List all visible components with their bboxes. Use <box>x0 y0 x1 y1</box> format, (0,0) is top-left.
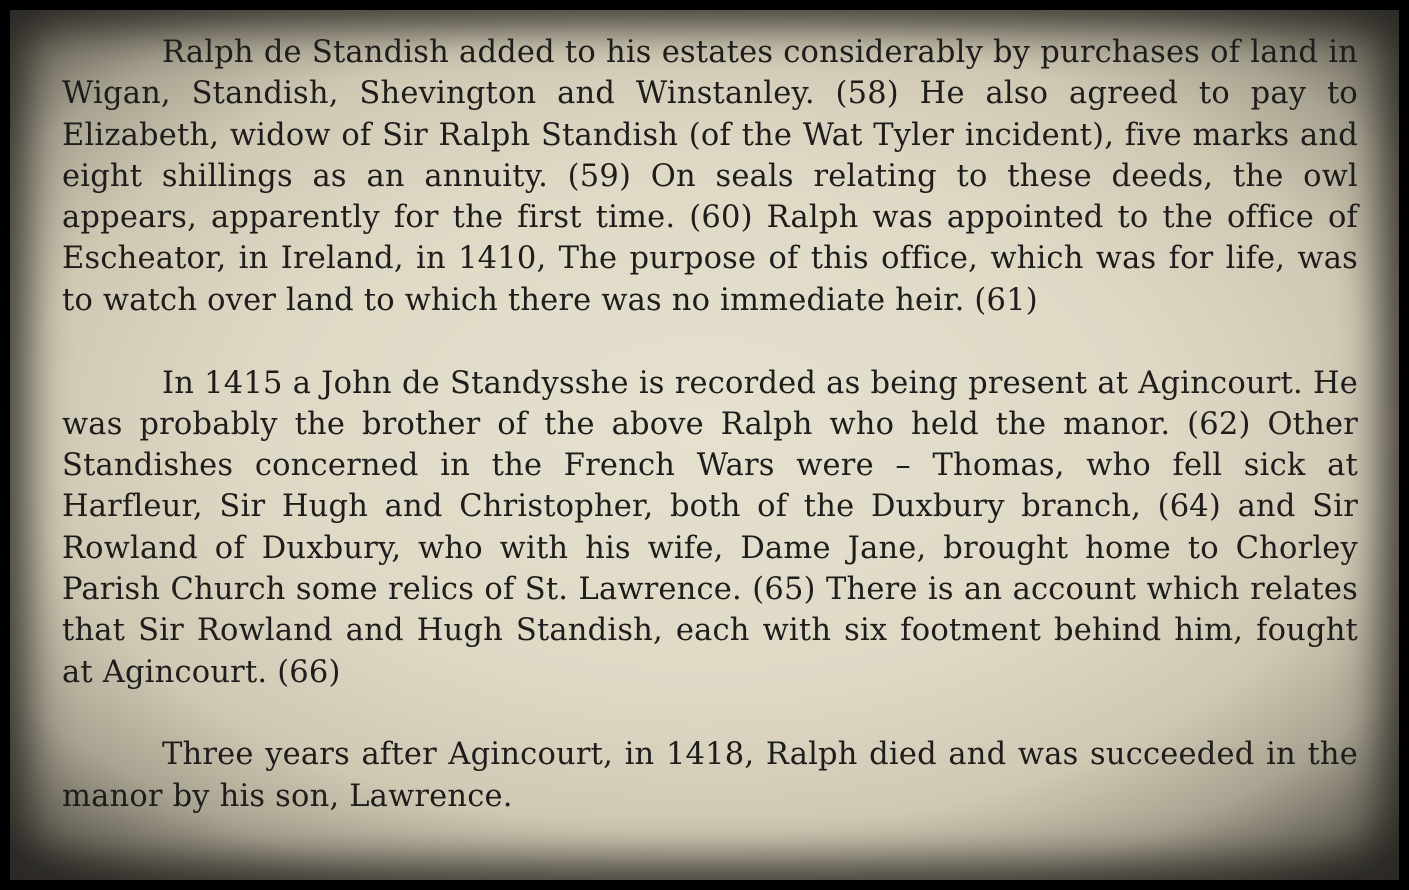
paragraph-gap <box>62 321 1358 363</box>
paragraph-ralph-death: Three years after Agincourt, in 1418, Ralph died and was succeeded in the manor by his son, Lawrence. <box>62 737 1358 814</box>
scanned-page <box>10 10 1399 880</box>
document-body <box>62 32 1358 817</box>
paragraph-ralph-estates: Ralph de Standish added to his estates considerably by purchases of land in Wigan, Standish, Shevington and Winstanley. (58) He also agreed to pay to Elizabeth, widow of Sir Ralph Standish (of the Wat Tyler incident), five marks and eight shillings as an annuity. (59) On seals relating to these deeds, the owl appears, apparently for the first time. (60) Ralph was appointed to the office of Escheator, in Ireland, in 1410, The purpose of this office, which was for life, was to watch over land to which there was no immediate heir. (61) <box>62 35 1358 318</box>
paragraph-agincourt: In 1415 a John de Standysshe is recorded as being present at Agincourt. He was probably the brother of the above Ralph who held the manor. (62) Other Standishes concerned in the French Wars were – Thomas, who fell sick at Harfleur, Sir Hugh and Christopher, both of the Duxbury branch, (64) and Sir Rowland of Duxbury, who with his wife, Dame Jane, brought home to Chorley Parish Church some relics of St. Lawrence. (65) There is an account which relates that Sir Rowland and Hugh Standish, each with six footment behind him, fought at Agincourt. (66) <box>62 365 1358 690</box>
paragraph-gap <box>62 693 1358 735</box>
